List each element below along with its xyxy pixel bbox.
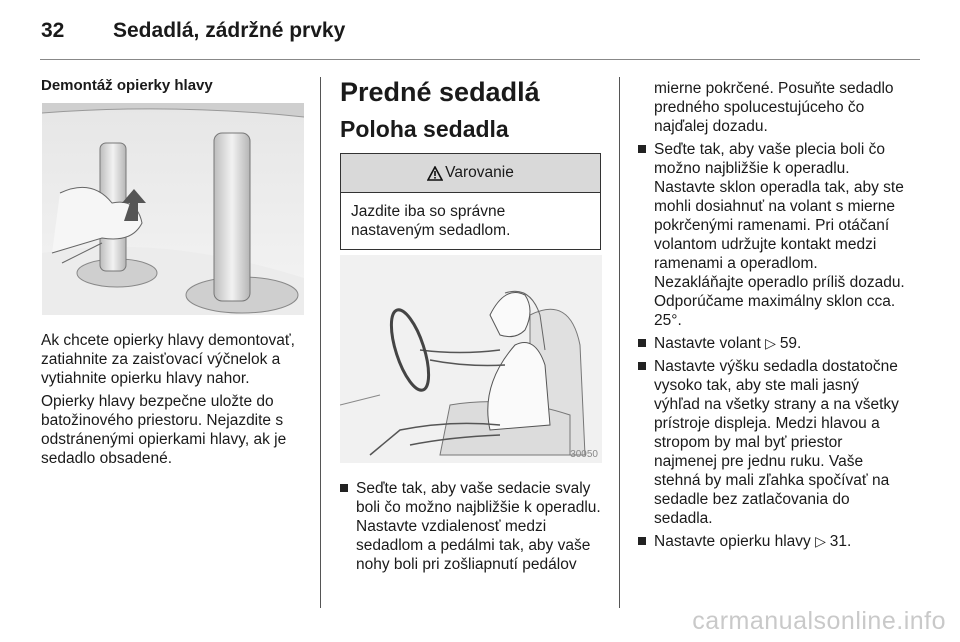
seat-position-illustration	[340, 255, 602, 463]
left-column	[41, 77, 306, 94]
section-subheading: Poloha sedadla	[340, 116, 509, 142]
header-rule	[40, 59, 920, 60]
warning-triangle-icon	[427, 166, 443, 181]
left-paragraph-1: Ak chcete opierky hlavy demontovať, zatiahnite za zaisťovací výčnelok a vytiahnite opierku hlavy nahor.	[41, 332, 295, 387]
warning-label: Varovanie	[445, 164, 514, 181]
column-divider-2	[619, 77, 620, 608]
page-number: 32	[41, 19, 65, 42]
continuation-text: mierne pokrčené. Posuňte sedadlo predného spolucestujúceho čo najďalej dozadu.	[654, 80, 894, 135]
bullet-square-icon	[638, 339, 646, 347]
warning-text: Jazdite iba so správne nastaveným sedadlom.	[351, 203, 511, 239]
page-reference[interactable]: 59.	[779, 335, 802, 352]
page-title: Sedadlá, zádržné prvky	[113, 19, 346, 42]
bullet-square-icon	[638, 537, 646, 545]
middle-text	[340, 479, 608, 578]
list-item: Nastavte výšku sedadla dostatočne vysoko tak, aby ste mali jasný výhľad na všetky strany a na všetky prístroje displeja. Medzi hlavou a stropom by mal byť priestor najmenej pre jednu ruku. Vaše stehná by mali zľahka spočívať na sedadle bez zatlačovania do sedadla.	[638, 357, 906, 528]
column-divider-1	[320, 77, 321, 608]
list-item: Nastavte opierku hlavy ▷ 31.	[638, 532, 906, 551]
list-item: Seďte tak, aby vaše plecia boli čo možno najbližšie k operadlu. Nastavte sklon operadla tak, aby ste mohli dosiahnuť na volant s mierne pokrčenými ramenami. Pri otáčaní volantom udržujte kontakt medzi ramenami a operadlom. Nezakláňajte operadlo príliš dozadu. Odporúčame maximálny sklon cca. 25°.	[638, 140, 906, 330]
right-column	[638, 79, 906, 555]
bullet-square-icon	[638, 362, 646, 370]
headrest-removal-illustration	[42, 103, 304, 315]
watermark: carmanualsonline.info	[692, 607, 946, 635]
middle-column	[340, 76, 605, 250]
page-header	[0, 0, 960, 60]
arrow-reference-icon: ▷	[815, 533, 830, 549]
page-reference[interactable]: 31.	[829, 533, 852, 550]
arrow-reference-icon: ▷	[765, 335, 780, 351]
list-item: Nastavte volant ▷ 59.	[638, 334, 906, 353]
figure-number: 30050	[570, 449, 598, 460]
bullet-square-icon	[638, 145, 646, 153]
bullet-square-icon	[340, 484, 348, 492]
list-item: Seďte tak, aby vaše sedacie svaly boli čo možno najbližšie k operadlu. Nastavte vzdialenosť medzi sedadlom a pedálmi tak, aby vaše nohy boli pri zošliapnutí pedálov	[340, 479, 608, 574]
section-heading: Predné sedadlá	[340, 77, 540, 107]
left-paragraph-2: Opierky hlavy bezpečne uložte do batožinového priestoru. Nejazdite s odstránenými opierkami hlavy, ak je sedadlo obsadené.	[41, 393, 287, 467]
warning-header	[341, 154, 600, 193]
left-text	[41, 331, 306, 472]
left-subheading: Demontáž opierky hlavy	[41, 77, 213, 94]
warning-box	[340, 153, 601, 250]
